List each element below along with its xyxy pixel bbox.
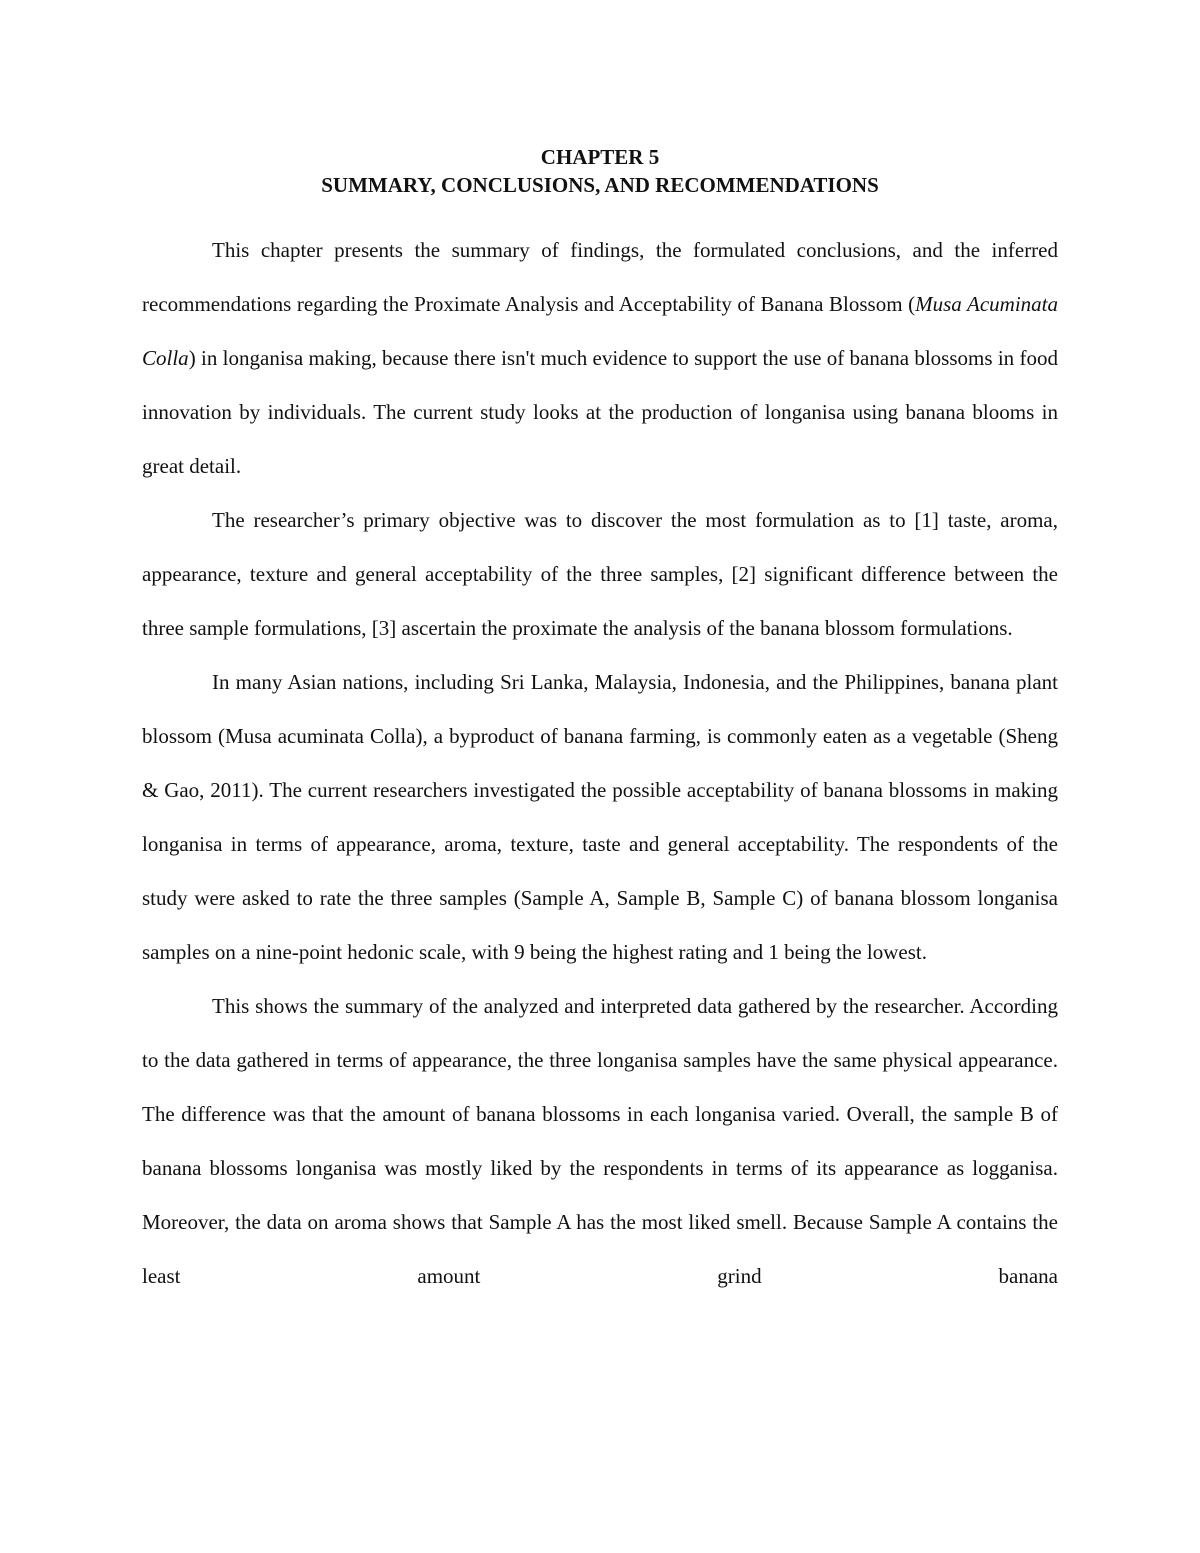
chapter-title: CHAPTER 5 bbox=[540, 145, 660, 169]
paragraph-objective: The researcher’s primary objective was to discover the most formulation as to [1] taste, aroma, appearance, texture and general acceptability of the three samples, [2] significant difference between the three sample formulations, [3] ascertain the proximate the analysis of the banana blossom formulations. bbox=[142, 508, 1058, 640]
paragraph-summary: This shows the summary of the analyzed and interpreted data gathered by the researcher. According to the data gathered in terms of appearance, the three longanisa samples have the same physical appearance. The difference was that the amount of banana blossoms in each longanisa varied. Overall, the sample B of banana blossoms longanisa was mostly liked by the respondents in terms of its appearance as logganisa. Moreover, the data on aroma shows that Sample A has the most liked smell. Because Sample A contains the least amount grind banana bbox=[142, 994, 1058, 1288]
paragraph-intro-text-before: This chapter presents the summary of findings, the formulated conclusions, and the inferred recommendations regarding the Proximate Analysis and Acceptability of Banana Blossom ( bbox=[142, 238, 1058, 316]
paragraph-background: In many Asian nations, including Sri Lanka, Malaysia, Indonesia, and the Philippines, banana plant blossom (Musa acuminata Colla), a byproduct of banana farming, is commonly eaten as a vegetable (Sheng & Gao, 2011). The current researchers investigated the possible acceptability of banana blossoms in making longanisa in terms of appearance, aroma, texture, taste and general acceptability. The respondents of the study were asked to rate the three samples (Sample A, Sample B, Sample C) of banana blossom longanisa samples on a nine-point hedonic scale, with 9 being the highest rating and 1 being the lowest. bbox=[142, 670, 1058, 964]
body-text bbox=[142, 223, 1058, 1303]
chapter-subtitle: SUMMARY, CONCLUSIONS, AND RECOMMENDATIONS bbox=[321, 173, 879, 197]
paragraph-intro-text-after: ) in longanisa making, because there isn't much evidence to support the use of banana blossoms in food innovation by individuals. The current study looks at the production of longanisa using banana blooms in great detail. bbox=[142, 346, 1058, 478]
scientific-name: Musa Acuminata Colla bbox=[142, 292, 1058, 370]
paragraph-intro bbox=[142, 223, 1058, 493]
